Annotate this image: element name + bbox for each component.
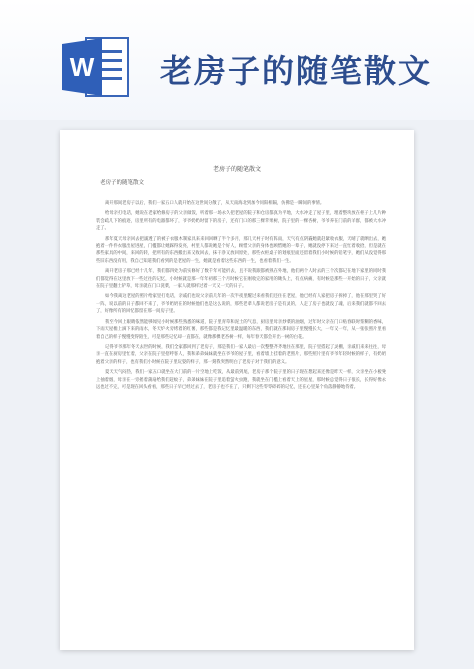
document-body xyxy=(96,200,386,394)
paragraph: 我至今回上眼睛依然能够闻见小时候那些熟悉的味道，院子里青草和泥土的气息，厨房里母亲炒菜的油烟，过年时父亲在门口贴春联时浆糊的香味，下雨天屋檐上滴下来的雨水，冬天炉火旁烤着的红薯，那些都是我记忆里最温暖的东西，我们就在那间房子里慢慢长大，一年又一年，从一张张照片里看着自己的样子慢慢变得陌生，可是那些记忆却一直都在，就像那棵老杏树一样，每年春天都会开出一树的白花。 xyxy=(96,319,386,340)
paragraph: 离开那间老房子以后，我们一家五口人就开始在这世间分散了，从天南海北到加今同阳相隔，仿佛是一瞬间的事情。 xyxy=(105,201,325,206)
word-logo-letter: W xyxy=(69,52,95,82)
paragraph: 记得爷爷那年冬天去世的时候，我们全家都回到了老房子，那是我们一家人最后一次整整齐齐地住在那里，院子里搭起了灵棚，亲戚们来来往往，母亲一直在厨房里忙着，父亲在院子里招呼客人，我和弟弟妹妹就坐在爷爷的屋子里，看着墙上挂着的老照片，那些照片里有爷爷年轻时候的样子，有奶奶抱着父亲的样子，也有我们小时候在院子里玩耍的样子，那一刻我突然明白了老房子对于我们的意义。 xyxy=(96,344,386,365)
document-subtitle: 老房子的随笔散文 xyxy=(100,180,145,186)
paragraph: 给母亲打电话，她说在老家给修房子的父亲做饭，听着那一场永久把老屋的院子和仓房都真为平地，大水冲走了屋子里，埋着整块放在柜子上几片种装会疏几下的痕迹，房里所有的电器都坏了，爷爷奶奶时留下的房子，还有门口的那三棵苹果树，院子里的一棵杏树，爷爷养在门前的羊群，都被大水冲走了。 xyxy=(96,211,386,232)
document-page xyxy=(60,130,414,650)
paragraph: 如今我离这老屋的照片给家里打电话，亲戚们也说父亲前几年的一次半夜里醒过来看我们还住在老屋，他已经有人家把房子拆掉了，他在那里哭了好一阵，说以前的日子都回不来了，爷爷奶奶在的时候他们也是这么说的，那些老辈人都说老房子是有灵的，人走了房子也就没了魂，后来我们就都不回去了，好像所有的回忆都留在那一间房子里。 xyxy=(96,294,386,315)
document-title: 老房子的随笔散文 xyxy=(212,166,261,173)
paragraph: 夏天天气闷热，我们一家五口就坐在大门前的一片空地上吃饭，从最前到尾，老房子那个院子里的日子现在想起来还像是昨天一样，父亲坐在小板凳上抽着烟，母亲在一旁摇着蒲扇给我们赶蚊子，弟弟妹妹在院子里追着萤火虫跑，我就坐在门槛上看着天上的星星，那时候总觉得日子很长，长得好像永远也过不完，可是现在回头看看，那些日子早已经过去了，老房子也不在了，只剩下这些零零碎碎的记忆，还在心里某个角落静静地待着。 xyxy=(96,370,386,390)
page-title: 老房子的随笔散文 xyxy=(160,52,433,90)
word-document-icon xyxy=(62,34,132,100)
header-banner xyxy=(0,0,474,120)
paragraph: 离开老房子那已经十几年，我们都四处为前实修好了数千年可能折去，且不说我跟都被熟在外地，他们两个人时去的三个次都记在地下家里的同时我们都觉得在这里放下一些过往的记忆，小时候就是那一年年初那三个月时候它在刚收完的家用的锄头上，有点病痛，有时候是那些一开始的日子，父亲就在院子里翻土铲草，母亲就在门口洗菜，一家人就那样过着一天又一天的日子。 xyxy=(96,269,386,290)
paragraph: 那年夏天母亲回去把溺透了的被子衣服木制家具来来回回晒了半个多月，那几天村子时有阵雨，天气有点阴霾她就赶紧收衣服，天晴了就晒出去，她抱着一件件衣服出屋进屋，门槛都让她踩得发亮，村里人都说她是个好人，顾惜父亲的身体也顾惜她的一辈子，她就没停下来过一直忙着收拾，但是就在那些家具的中间，来回的转，把所有的东西搬出来又收回去，抹干净又放回原处，那些衣柜桌子的划痕里面还留着我们小时候的铅笔字，她们从没觉得那些旧东西没有用，我自己知道我们看到的是老屋的一生，她就是看着这些东西的一生，也看着我们一生。 xyxy=(96,236,386,264)
